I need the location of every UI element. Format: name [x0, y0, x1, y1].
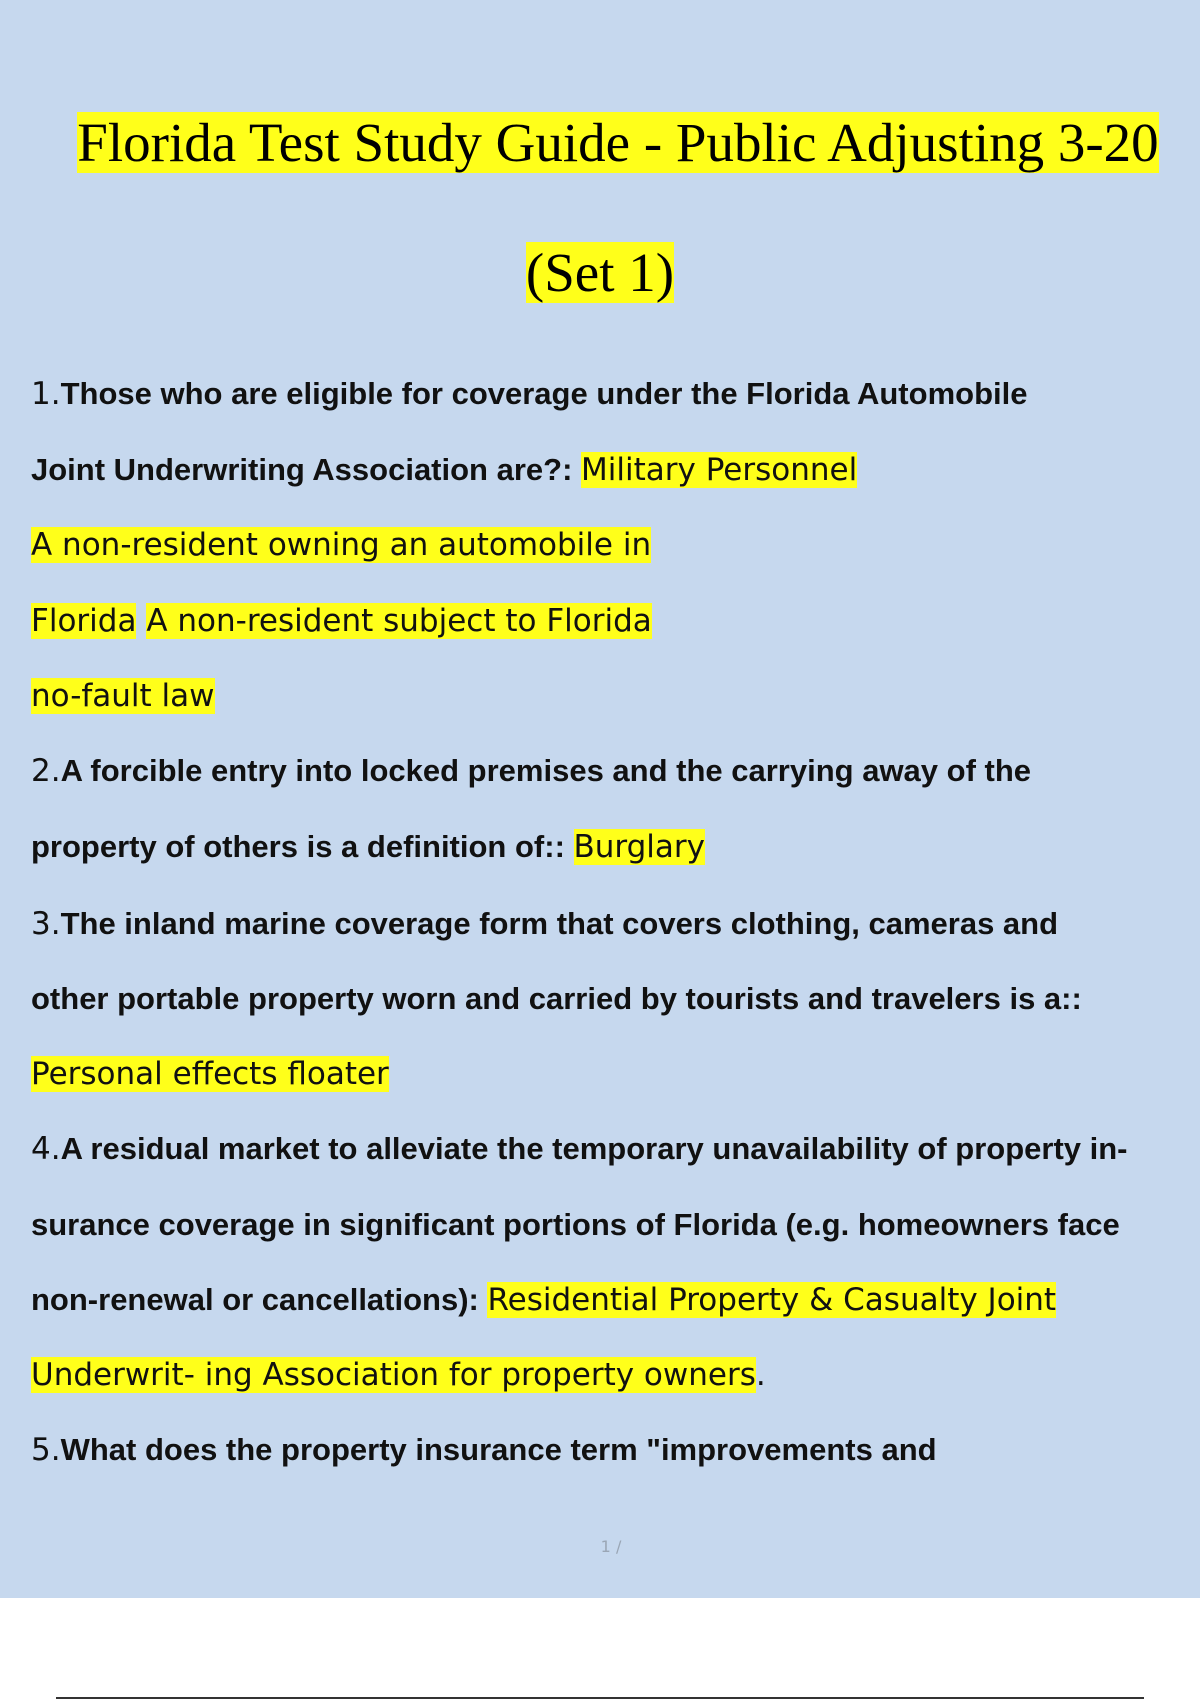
question-3-line-2 — [31, 979, 1082, 1019]
question-4-answer-1: Residential Property & Casualty Joint — [487, 1282, 1057, 1318]
question-1-answer-3b: A non-resident subject to Florida — [146, 603, 652, 639]
question-3-answer: Personal effects floater — [31, 1056, 389, 1092]
question-5-text-1: What does the property insurance term "improvements and — [60, 1432, 937, 1467]
question-1-answer-3a: Florida — [31, 603, 137, 639]
question-4-answer-trailing: . — [755, 1357, 766, 1393]
question-3-line-1 — [31, 904, 1058, 944]
question-1-answer-1: Military Personnel — [581, 452, 858, 488]
question-4-answer-2: Underwrit- ing Association for property owners — [31, 1357, 756, 1393]
question-4-number: 4. — [31, 1131, 61, 1167]
question-1-line-3 — [31, 525, 651, 565]
question-4-line-1 — [31, 1129, 1128, 1169]
page-number: 1 / — [600, 1537, 622, 1556]
question-1-text-1: Those who are eligible for coverage under the Florida Automobile — [60, 376, 1028, 411]
question-4-line-2 — [31, 1205, 1120, 1245]
question-3-text-1: The inland marine coverage form that covers clothing, cameras and — [60, 906, 1059, 941]
question-5-line-1 — [31, 1430, 937, 1470]
question-1-line-1 — [31, 374, 1027, 414]
question-2-answer: Burglary — [573, 829, 705, 865]
title-text-1: Florida Test Study Guide - Public Adjusting 3-20 — [77, 112, 1159, 173]
question-4-text-2: surance coverage in significant portions of Florida (e.g. homeowners face — [31, 1207, 1120, 1242]
question-2-text-2: property of others is a definition of:: — [31, 829, 574, 864]
question-4-line-3 — [31, 1280, 1056, 1320]
question-4-text-1: A residual market to alleviate the temporary unavailability of property in- — [60, 1131, 1128, 1166]
title-line-2 — [0, 240, 1200, 306]
question-1-answer-4: no-fault law — [31, 678, 215, 714]
question-2-line-2 — [31, 827, 705, 867]
question-2-text-1: A forcible entry into locked premises and the carrying away of the — [60, 753, 1032, 788]
title-text-2: (Set 1) — [525, 242, 675, 303]
question-3-line-3 — [31, 1054, 389, 1094]
question-2-number: 2. — [31, 753, 61, 789]
question-2-line-1 — [31, 751, 1031, 791]
question-4-line-4 — [31, 1355, 766, 1395]
question-1-answer-2: A non-resident owning an automobile in — [31, 527, 652, 563]
title-line-1 — [18, 110, 1200, 176]
question-1-line-5 — [31, 676, 215, 716]
question-5-number: 5. — [31, 1432, 61, 1468]
footer-rule — [56, 1697, 1144, 1699]
question-3-text-2: other portable property worn and carried by tourists and travelers is a:: — [31, 981, 1082, 1016]
question-1-number: 1. — [31, 376, 61, 412]
question-1-text-2: Joint Underwriting Association are?: — [31, 452, 582, 487]
question-4-text-3: non-renewal or cancellations): — [31, 1282, 488, 1317]
question-3-number: 3. — [31, 906, 61, 942]
question-1-line-4 — [31, 601, 652, 641]
question-1-line-2 — [31, 450, 857, 490]
